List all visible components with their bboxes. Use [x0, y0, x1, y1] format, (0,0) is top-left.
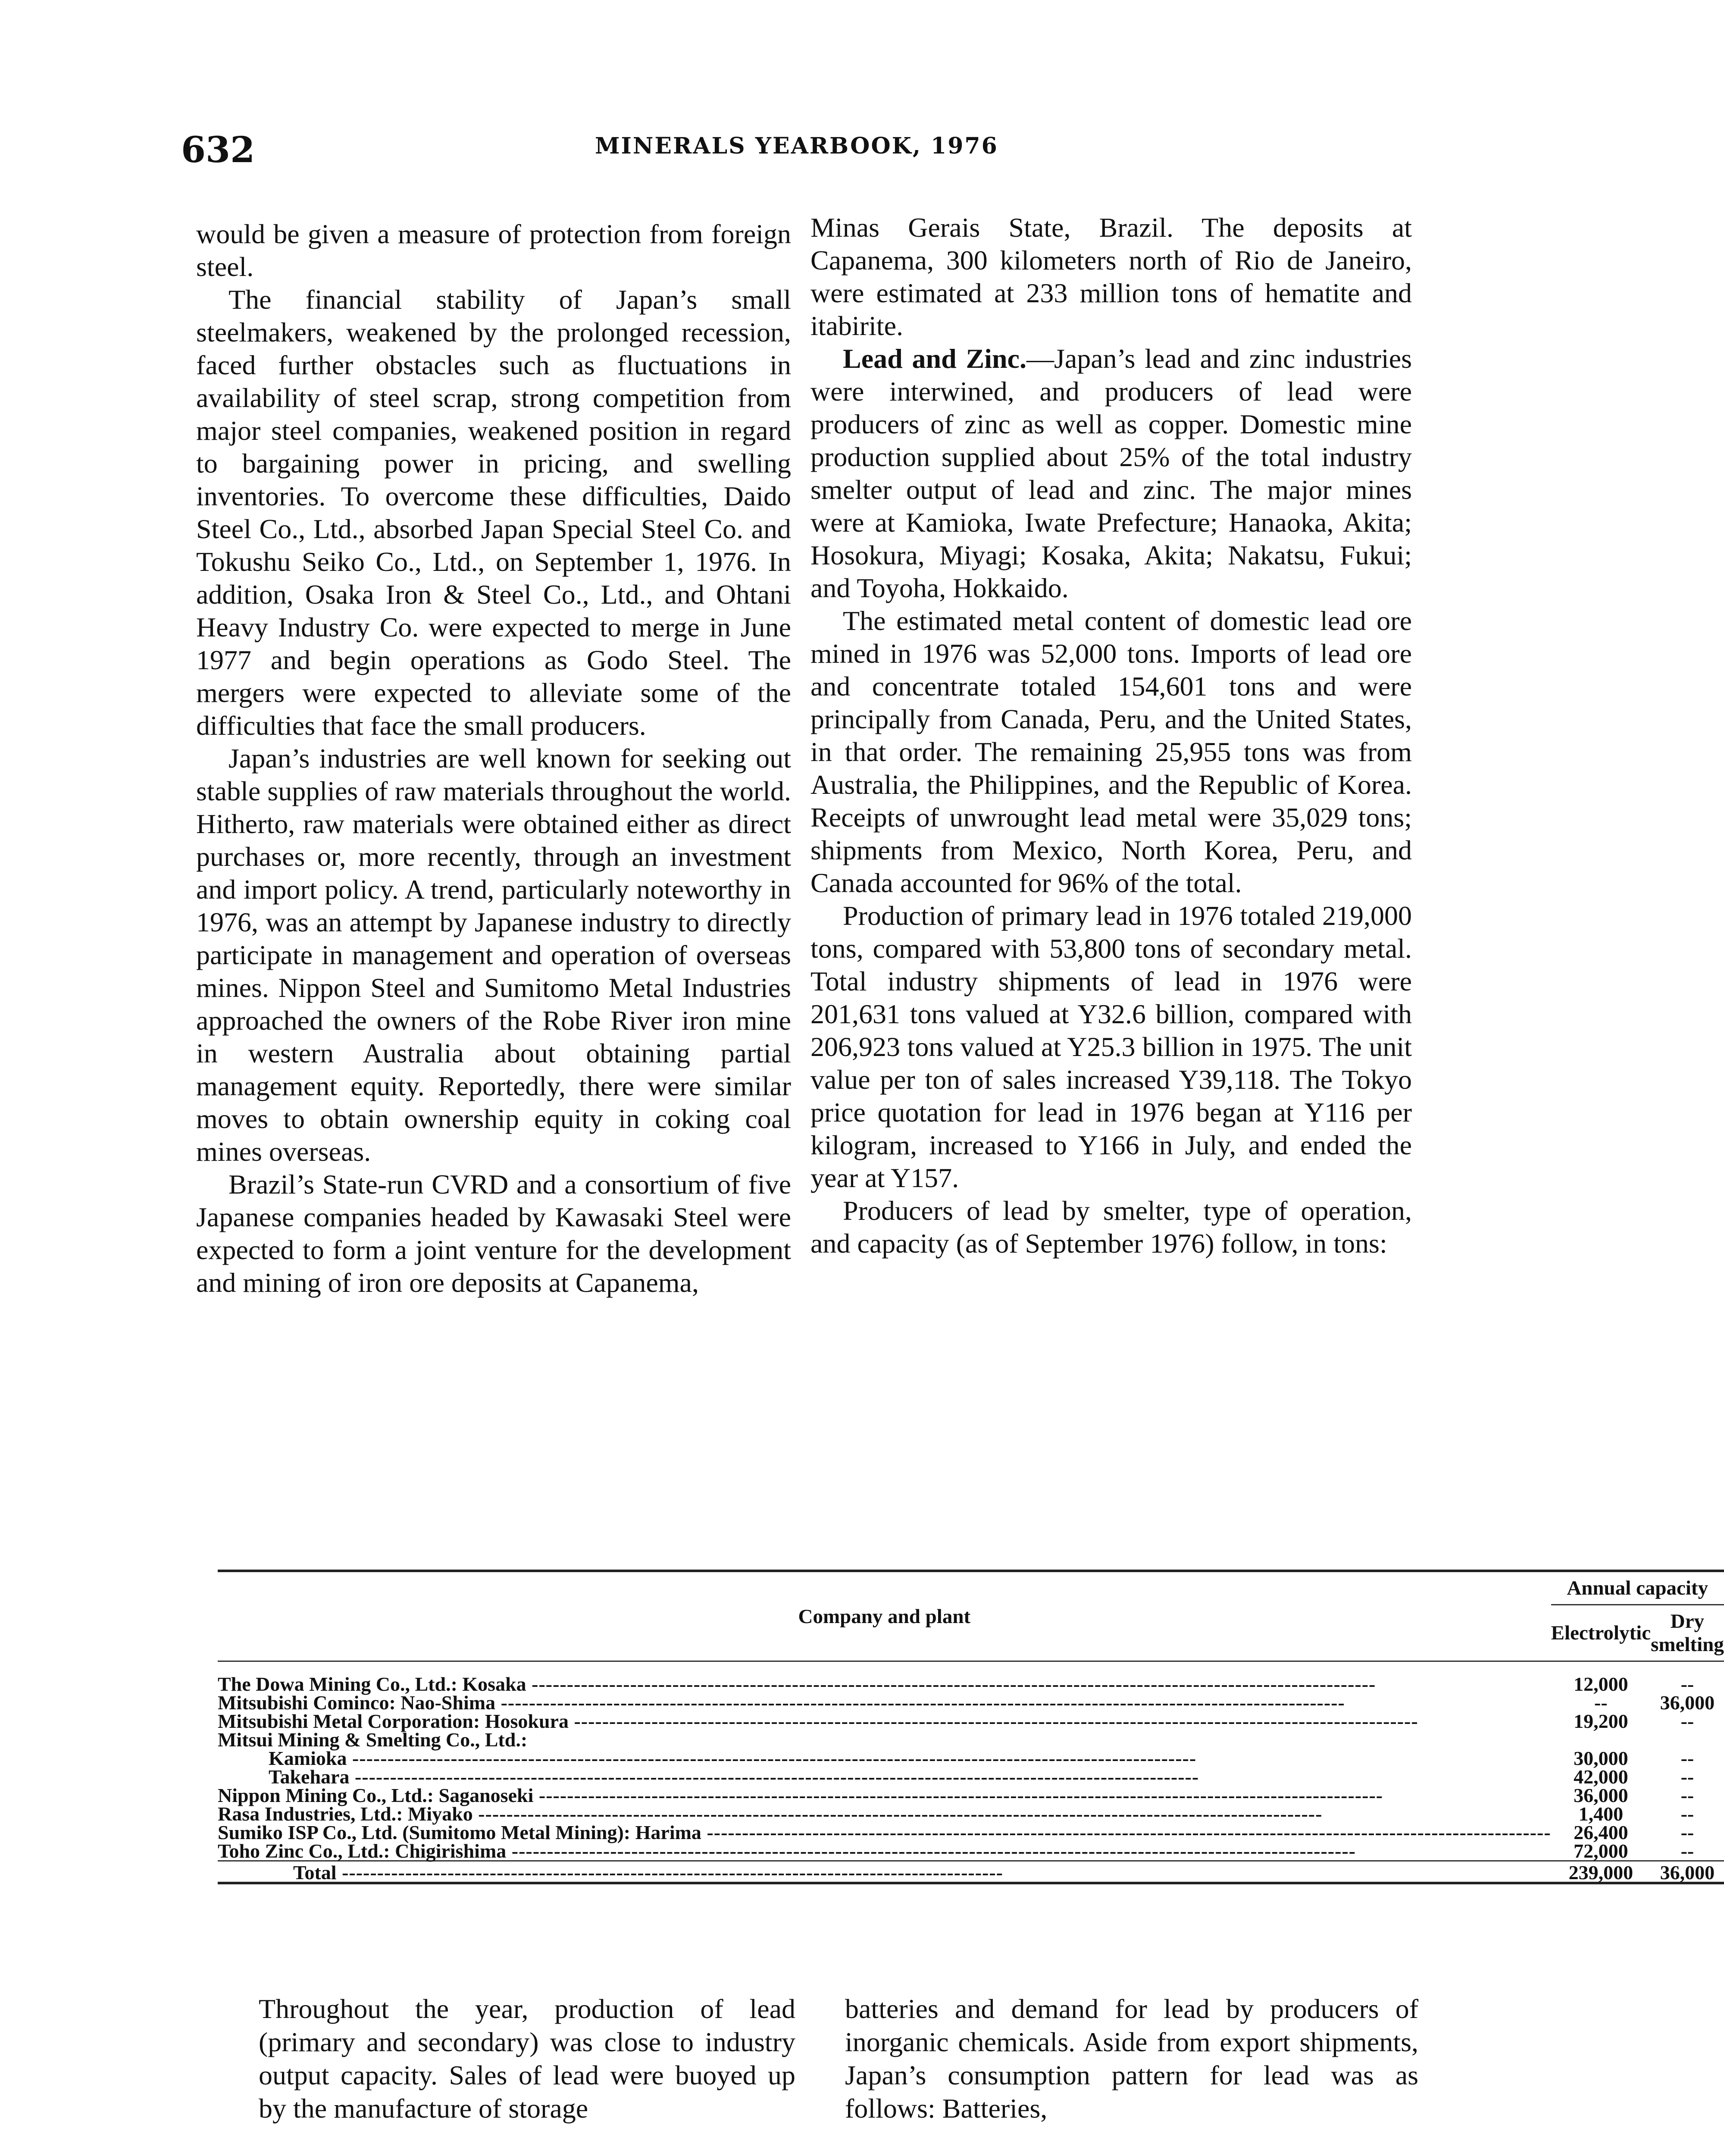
table-row	[218, 1749, 1724, 1767]
electrolytic-capacity: 42,000	[1574, 1766, 1628, 1788]
right-column	[810, 211, 1412, 1260]
paragraph: would be given a measure of protection from foreign steel.	[196, 219, 791, 282]
table-row	[218, 1805, 1724, 1823]
paragraph: Brazil’s State-run CVRD and a consortium of five Japanese companies headed by Kawasaki Steel were expected to form a joint venture for the development and mining of iron ore deposits at Capanema,	[196, 1169, 791, 1298]
paragraph: The estimated metal content of domestic lead ore mined in 1976 was 52,000 tons. Imports of lead ore and concentrate totaled 154,601 tons and were principally from Canada, Peru, and the United States, in that order. The remaining 25,955 tons was from Australia, the Philippines, and the Republic of Korea. Receipts of unwrought lead metal were 35,029 tons; shipments from Mexico, North Korea, Peru, and Canada accounted for 96% of the total.	[810, 605, 1412, 898]
paragraph-text: —Japan’s lead and zinc industries were interwined, and producers of lead were producers of zinc as well as copper. Domestic mine production supplied about 25% of the total industry smelter output of lead and zinc. The major mines were at Kamioka, Iwate Prefecture; Hanaoka, Akita; Hosokura, Miyagi; Kosaka, Akita; Nakatsu, Fukui; and Toyoha, Hokkaido.	[810, 343, 1412, 603]
dry-smelting-capacity: --	[1680, 1766, 1694, 1788]
plant-name: The Dowa Mining Co., Ltd.: Kosaka ------------------------------------------------------------------------------------------------------------------------	[218, 1673, 1376, 1695]
electrolytic-capacity	[1551, 1730, 1651, 1749]
plant-name: Takehara ------------------------------------------------------------------------------------------------------------------------	[269, 1766, 1199, 1788]
dry-smelting-capacity: --	[1680, 1821, 1694, 1843]
table-row	[218, 1712, 1724, 1730]
electrolytic-capacity: 36,000	[1574, 1784, 1628, 1806]
electrolytic-capacity: 26,400	[1574, 1821, 1628, 1843]
electrolytic-capacity: 30,000	[1574, 1747, 1628, 1769]
bottom-right-paragraph: batteries and demand for lead by producers of inorganic chemicals. Aside from export shipments, Japan’s consumption pattern for lead was as follows: Batteries,	[845, 1993, 1418, 2124]
paragraph: Japan’s industries are well known for seeking out stable supplies of raw materials throughout the world. Hitherto, raw materials were obtained either as direct purchases or, more recently, through an investment and import policy. A trend, particularly noteworthy in 1976, was an attempt by Japanese industry to directly participate in management and operation of overseas mines. Nippon Steel and Sumitomo Metal Industries approached the owners of the Robe River iron mine in western Australia about obtaining partial management equity. Reportedly, there were similar moves to obtain ownership equity in coking coal mines overseas.	[196, 743, 791, 1167]
total-label: Total ----------------------------------------------------------------------------------------------	[218, 1861, 1551, 1883]
plant-name: Mitsui Mining & Smelting Co., Ltd.:	[218, 1729, 528, 1751]
total-row	[218, 1861, 1724, 1883]
table-row	[218, 1767, 1724, 1786]
electrolytic-capacity: 12,000	[1574, 1673, 1628, 1695]
table-row	[218, 1661, 1724, 1694]
dry-smelting-capacity: --	[1680, 1840, 1694, 1862]
table-row	[218, 1786, 1724, 1805]
electrolytic-capacity: 1,400	[1578, 1803, 1624, 1825]
dry-smelting-capacity: --	[1680, 1710, 1694, 1732]
column-header-dry-smelting: Dry smelting	[1651, 1610, 1724, 1656]
electrolytic-capacity: 19,200	[1574, 1710, 1628, 1732]
left-column	[196, 218, 791, 1299]
page-header	[181, 129, 1444, 177]
paragraph: Minas Gerais State, Brazil. The deposits at Capanema, 300 kilometers north of Rio de Janeiro, were estimated at 233 million tons of hematite and itabirite.	[810, 212, 1412, 341]
bottom-left-paragraph: Throughout the year, production of lead (primary and secondary) was close to industry output capacity. Sales of lead were buoyed up by the manufacture of storage	[259, 1993, 795, 2124]
table-body	[218, 1661, 1724, 1861]
section-heading: Lead and Zinc.	[843, 343, 1026, 374]
paragraph: Producers of lead by smelter, type of operation, and capacity (as of September 1976) follow, in tons:	[810, 1195, 1412, 1259]
column-header-annual-capacity: Annual capacity	[1551, 1571, 1724, 1605]
plant-name: Kamioka ------------------------------------------------------------------------------------------------------------------------	[269, 1747, 1197, 1769]
paragraph: Production of primary lead in 1976 totaled 219,000 tons, compared with 53,800 tons of secondary metal. Total industry shipments of lead in 1976 were 201,631 tons valued at Y32.6 billion, compared with 206,923 tons valued at Y25.3 billion in 1975. The unit value per ton of sales increased Y39,118. The Tokyo price quotation for lead in 1976 began at Y116 per kilogram, increased to Y166 in July, and ended the year at Y157.	[810, 900, 1412, 1193]
plant-name: Sumiko ISP Co., Ltd. (Sumitomo Metal Mining): Harima ------------------------------------------------------------------------------------------------------------------------	[218, 1821, 1551, 1843]
plant-name: Rasa Industries, Ltd.: Miyako ------------------------------------------------------------------------------------------------------------------------	[218, 1803, 1323, 1825]
dry-smelting-capacity: --	[1680, 1784, 1694, 1806]
capacity-table-container	[218, 1570, 1724, 1884]
electrolytic-capacity: 72,000	[1574, 1840, 1628, 1862]
plant-name: Toho Zinc Co., Ltd.: Chigirishima ------------------------------------------------------------------------------------------------------------------------	[218, 1840, 1356, 1862]
column-header-electrolytic: Electrolytic	[1551, 1622, 1651, 1644]
paragraph: The financial stability of Japan’s small steelmakers, weakened by the prolonged recession, faced further obstacles such as fluctuations in availability of steel scrap, strong competition from major steel companies, weakened position in regard to bargaining power in pricing, and swelling inventories. To overcome these difficulties, Daido Steel Co., Ltd., absorbed Japan Special Steel Co. and Tokushu Seiko Co., Ltd., on September 1, 1976. In addition, Osaka Iron & Steel Co., Ltd., and Ohtani Heavy Industry Co. were expected to merge in June 1977 and begin operations as Godo Steel. The mergers were expected to alleviate some of the difficulties that face the small producers.	[196, 284, 791, 741]
table-row	[218, 1730, 1724, 1749]
table-row	[218, 1842, 1724, 1861]
dry-smelting-capacity: --	[1680, 1673, 1694, 1695]
dry-smelting-capacity: --	[1680, 1803, 1694, 1825]
plant-name: Mitsubishi Cominco: Nao-Shima ------------------------------------------------------------------------------------------------------------------------	[218, 1692, 1345, 1714]
running-head: MINERALS YEARBOOK, 1976	[595, 133, 998, 159]
total-dry-smelting: 36,000	[1651, 1861, 1724, 1883]
plant-name: Nippon Mining Co., Ltd.: Saganoseki ------------------------------------------------------------------------------------------------------------------------	[218, 1784, 1383, 1806]
dry-smelting-capacity: --	[1680, 1747, 1694, 1769]
dry-smelting-capacity	[1651, 1730, 1724, 1749]
paragraph-lead-zinc	[810, 342, 1412, 605]
table-row	[218, 1823, 1724, 1842]
electrolytic-capacity: --	[1594, 1692, 1608, 1714]
column-header-company: Company and plant	[798, 1605, 971, 1628]
lead-capacity-table	[218, 1570, 1724, 1884]
page-number: 632	[181, 129, 255, 171]
dry-smelting-capacity: 36,000	[1660, 1692, 1715, 1714]
plant-name: Mitsubishi Metal Corporation: Hosokura ------------------------------------------------------------------------------------------------------------------------	[218, 1710, 1418, 1732]
table-row	[218, 1693, 1724, 1712]
total-electrolytic: 239,000	[1551, 1861, 1651, 1883]
